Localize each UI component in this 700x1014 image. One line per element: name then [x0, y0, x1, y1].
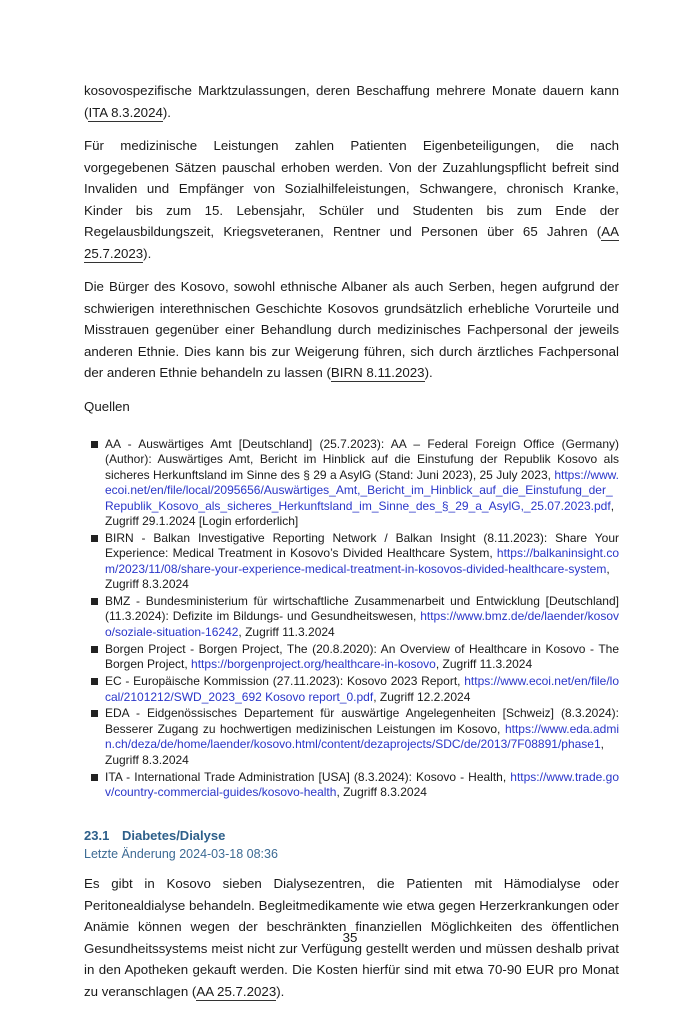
source-link[interactable]: https://www.ecoi.net/en/file/local/2101212/SWD_2023_692 Kosovo report_0.pdf	[105, 674, 619, 704]
sources-heading: Quellen	[84, 398, 130, 414]
page-content	[84, 80, 619, 1014]
source-item: EC - Europäische Kommission (27.11.2023): Kosovo 2023 Report, https://www.ecoi.net/en/file/local/2101212/SWD_2023_692 Kosovo report_0.pdf, Zugriff 12.2.2024	[105, 674, 619, 705]
paragraph: Es gibt in Kosovo sieben Dialysezentren, die Patienten mit Hämodialyse oder Peritonealdialyse behandeln. Begleitmedikamente wie etwa gegen Herzerkrankungen oder Anämie können wegen der beschränkten finanziellen Möglichkeiten des öffentlichen Gesundheitssystems meist nicht zur Verfügung gestellt werden und müssen deshalb privat in den Apotheken gekauft werden. Die Kosten hierfür sind mit etwa 70-90 EUR pro Monat zu veranschlagen (AA 25.7.2023).	[84, 876, 619, 999]
square-bullet-icon	[91, 710, 98, 717]
source-link[interactable]: https://www.trade.gov/country-commercial-guides/kosovo-health	[105, 769, 619, 799]
source-link[interactable]: https://balkaninsight.com/2023/11/08/share-your-experience-medical-treatment-in-kosovos-divided-healthcare-system	[105, 546, 619, 576]
section-number: 23.1	[84, 828, 110, 844]
source-item: EDA - Eidgenössisches Departement für auswärtige Angelegenheiten [Schweiz] (8.3.2024): Besserer Zugang zu hochwertigen medizinischen Leistungen im Kosovo, https://www.eda.admin.ch/deza/de/home/laender/kosovo.html/content/dezaprojects/SDC/de/2013/7F08891/phase1, Zugriff 8.3.2024	[105, 706, 619, 768]
paragraph: Die Bürger des Kosovo, sowohl ethnische Albaner als auch Serben, hegen aufgrund der schwierigen interethnischen Geschichte Kosovos grundsätzlich erhebliche Vorurteile und Misstrauen gegenüber einer Behandlung durch medizinisches Fachpersonal der jeweils anderen Ethnie. Dies kann bis zur Weigerung führen, sich durch ärztliches Fachpersonal der anderen Ethnie behandeln zu lassen (BIRN 8.11.2023).	[84, 279, 619, 380]
source-item: ITA - International Trade Administration [USA] (8.3.2024): Kosovo - Health, https://www.trade.gov/country-commercial-guides/kosovo-health, Zugriff 8.3.2024	[105, 770, 619, 801]
citation-link[interactable]: AA 25.7.2023	[84, 224, 619, 261]
source-item: Borgen Project - Borgen Project, The (20.8.2020): An Overview of Healthcare in Kosovo - The Borgen Project, https://borgenproject.org/healthcare-in-kosovo, Zugriff 11.3.2024	[105, 642, 619, 673]
square-bullet-icon	[91, 598, 98, 605]
square-bullet-icon	[91, 646, 98, 653]
square-bullet-icon	[91, 441, 98, 448]
citation-link[interactable]: AA 25.7.2023	[196, 983, 277, 999]
section-title: Diabetes/Dialyse	[122, 828, 226, 844]
paragraph: kosovospezifische Marktzulassungen, deren Beschaffung mehrere Monate dauern kann (ITA 8.3.2024).	[84, 83, 619, 120]
source-link[interactable]: https://www.eda.admin.ch/deza/de/home/laender/kosovo.html/content/dezaprojects/SDC/de/2013/7F08891/phase1	[105, 721, 619, 752]
sources-list	[84, 437, 619, 800]
source-link[interactable]: https://www.ecoi.net/en/file/local/2095656/Auswärtiges_Amt,_Bericht_im_Hinblick_auf_die_Einstufung_der_Republik_Kosovo_als_sicheres_Herkunftsland_im_Sinne_des_§_29_a_AsylG,_25.07.2023.pdf	[105, 467, 619, 513]
section-heading	[84, 828, 619, 843]
square-bullet-icon	[91, 774, 98, 781]
last-change-timestamp: Letzte Änderung 2024-03-18 08:36	[84, 847, 278, 862]
square-bullet-icon	[91, 678, 98, 685]
source-item: BIRN - Balkan Investigative Reporting Network / Balkan Insight (8.11.2023): Share Your Experience: Medical Treatment in Kosovo’s Divided Healthcare System, https://balkaninsight.com/2023/11/08/share-your-experience-medical-treatment-in-kosovos-divided-healthcare-system, Zugriff 8.3.2024	[105, 531, 619, 593]
source-link[interactable]: https://www.bmz.de/de/laender/kosovo/soziale-situation-16242	[105, 609, 619, 639]
citation-link[interactable]: BIRN 8.11.2023	[330, 365, 425, 380]
citation-link[interactable]: ITA 8.3.2024	[88, 104, 163, 120]
source-item: AA - Auswärtiges Amt [Deutschland] (25.7.2023): AA – Federal Foreign Office (Germany) (Author): Auswärtiges Amt, Bericht im Hinblick auf die Einstufung der Republik Kosovo als sicheres Herkunftsland im Sinne des § 29 a AsylG (Stand: Juni 2023), 25 July 2023, https://www.ecoi.net/en/file/local/2095656/Auswärtiges_Amt,_Bericht_im_Hinblick_auf_die_Einstufung_der_Republik_Kosovo_als_sicheres_Herkunftsland_im_Sinne_des_§_29_a_AsylG,_25.07.2023.pdf, Zugriff 29.1.2024 [Login erforderlich]	[105, 437, 619, 529]
source-link[interactable]: https://borgenproject.org/healthcare-in-kosovo	[191, 657, 436, 672]
paragraph: Für medizinische Leistungen zahlen Patienten Eigenbeteiligungen, die nach vorgegebenen Sätzen pauschal erhoben werden. Von der Zuzahlungspflicht befreit sind Invaliden und Empfänger von Sozialhilfeleistungen, Schwangere, chronisch Kranke, Kinder bis zum 15. Lebensjahr, Schüler und Studenten bis zum Ende der Regelausbildungszeit, Kriegsveteranen, Rentner und Personen über 65 Jahren (AA 25.7.2023).	[84, 138, 619, 261]
square-bullet-icon	[91, 535, 98, 542]
page-number: 35	[342, 930, 358, 945]
source-item: BMZ - Bundesministerium für wirtschaftliche Zusammenarbeit und Entwicklung [Deutschland] (11.3.2024): Defizite im Bildungs- und Gesundheitswesen, https://www.bmz.de/de/laender/kosovo/soziale-situation-16242, Zugriff 11.3.2024	[105, 594, 619, 640]
